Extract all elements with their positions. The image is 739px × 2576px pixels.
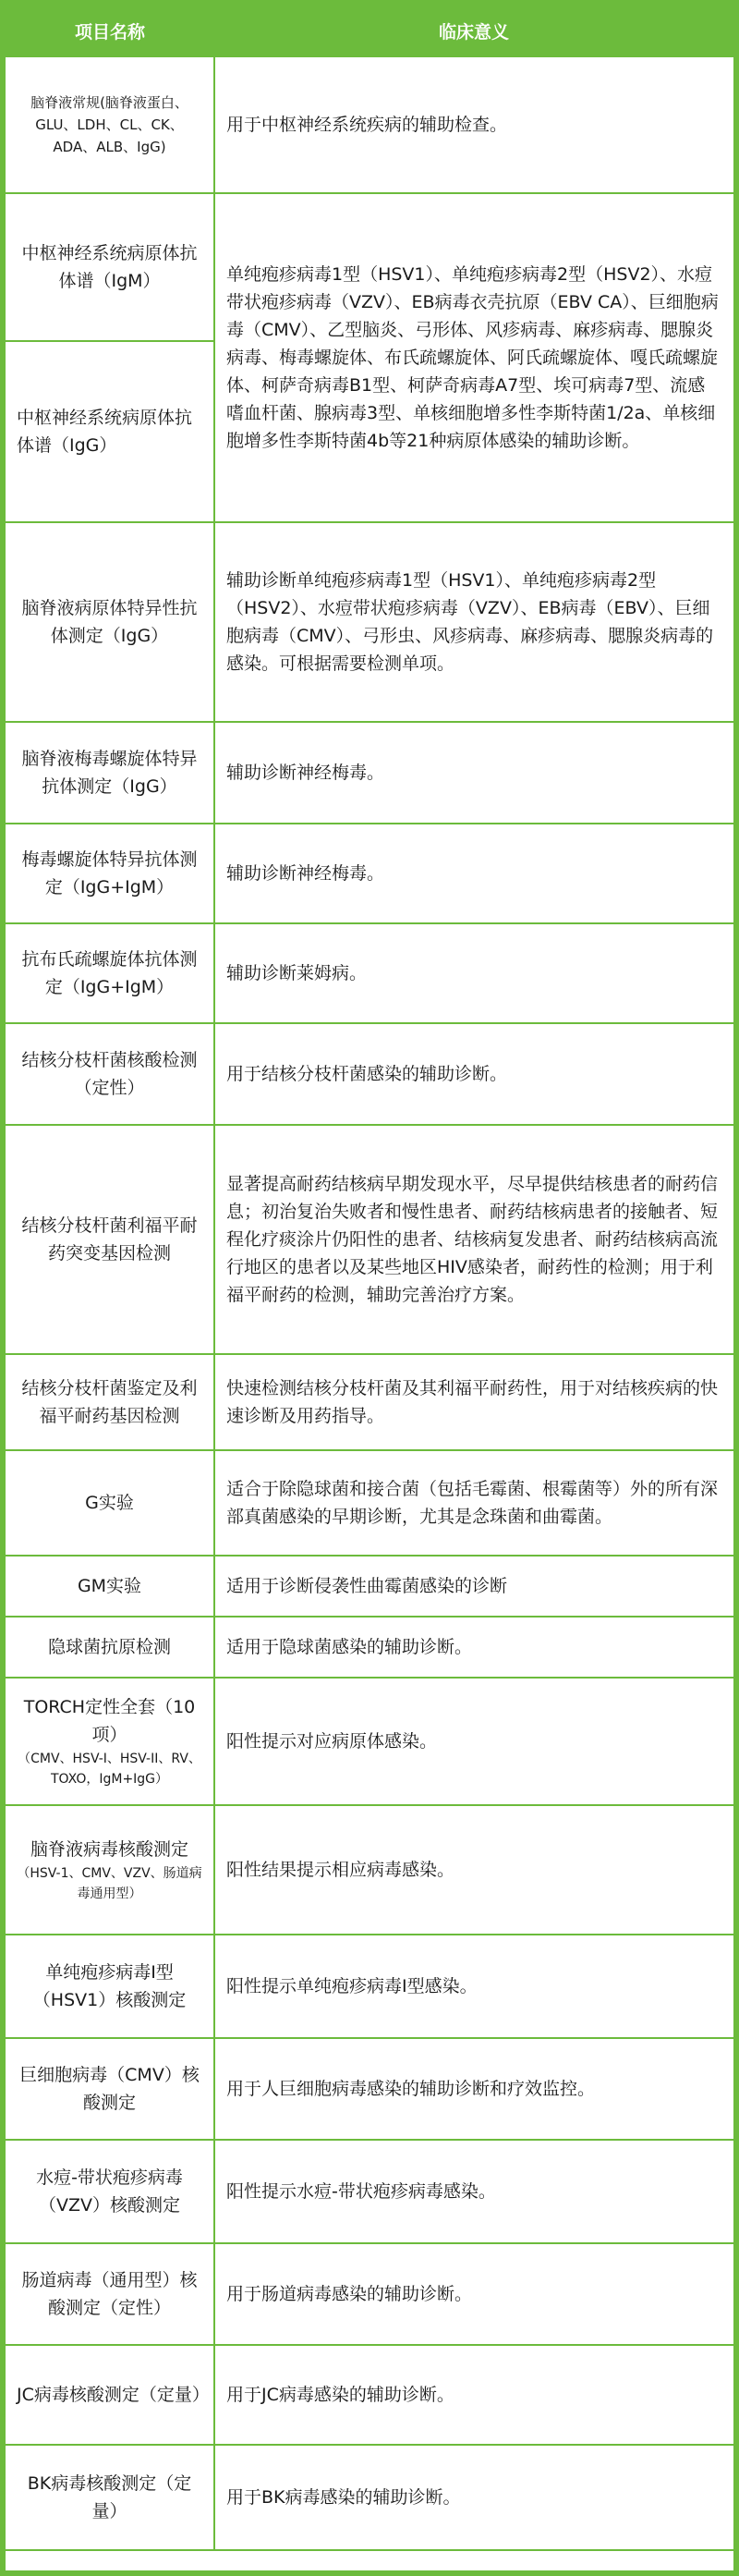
table-row (6, 1023, 733, 1125)
table-row (6, 1556, 733, 1617)
item-meaning: 辅助诊断神经梅毒。 (214, 824, 733, 923)
table-row (6, 1450, 733, 1556)
item-name: 结核分枝杆菌利福平耐药突变基因检测 (6, 1125, 214, 1354)
item-name: BK病毒核酸测定（定量） (6, 2445, 214, 2550)
item-meaning: 阳性提示水痘-带状疱疹病毒感染。 (214, 2140, 733, 2243)
item-meaning: 用于人巨细胞病毒感染的辅助诊断和疗效监控。 (214, 2038, 733, 2140)
clinical-table (6, 6, 733, 2551)
item-name-detail: （HSV-1、CMV、VZV、肠道病毒通用型） (17, 1866, 202, 1901)
table-row (6, 1678, 733, 1805)
table-row (6, 722, 733, 824)
table-row (6, 2038, 733, 2140)
item-meaning: 显著提高耐药结核病早期发现水平，尽早提供结核患者的耐药信息；初治复治失败者和慢性患者、耐药结核病患者的接触者、短程化疗痰涂片仍阳性的患者、结核病复发患者、耐药结核病高流行地区的患者以及某些地区HIV感染者，耐药性的检测；用于利福平耐药的检测，辅助完善治疗方案。 (214, 1125, 733, 1354)
item-meaning: 辅助诊断单纯疱疹病毒1型（HSV1）、单纯疱疹病毒2型（HSV2）、水痘带状疱疹病毒（VZV）、EB病毒（EBV）、巨细胞病毒（CMV）、弓形虫、风疹病毒、麻疹病毒、腮腺炎病毒的感染。可根据需要检测单项。 (214, 522, 733, 722)
item-name: G实验 (6, 1450, 214, 1556)
table-row (6, 2345, 733, 2445)
item-name: 脑脊液梅毒螺旋体特异抗体测定（IgG） (6, 722, 214, 824)
item-meaning: 阳性提示对应病原体感染。 (214, 1678, 733, 1805)
item-name: TORCH定性全套（10项） (23, 1697, 196, 1745)
table-row (6, 56, 733, 193)
item-name: 结核分枝杆菌鉴定及利福平耐药基因检测 (6, 1354, 214, 1450)
item-meaning: 适用于隐球菌感染的辅助诊断。 (214, 1617, 733, 1678)
item-meaning: 用于BK病毒感染的辅助诊断。 (214, 2445, 733, 2550)
item-meaning: 用于结核分枝杆菌感染的辅助诊断。 (214, 1023, 733, 1125)
table-header-row (6, 6, 733, 56)
item-name: 脑脊液病毒核酸测定 (30, 1839, 188, 1860)
item-name: 中枢神经系统病原体抗体谱（IgM） (6, 193, 214, 341)
table-row (6, 923, 733, 1023)
item-name: 脑脊液常规(脑脊液蛋白、GLU、LDH、CL、CK、ADA、ALB、IgG) (6, 56, 214, 193)
table-row (6, 193, 733, 341)
table-row (6, 1617, 733, 1678)
table-row (6, 1125, 733, 1354)
item-name-detail: （CMV、HSV-I、HSV-II、RV、TOXO，IgM+IgG） (18, 1752, 201, 1787)
table-row (6, 1354, 733, 1450)
table-row (6, 1935, 733, 2038)
item-meaning: 用于JC病毒感染的辅助诊断。 (214, 2345, 733, 2445)
item-meaning: 单纯疱疹病毒1型（HSV1）、单纯疱疹病毒2型（HSV2）、水痘带状疱疹病毒（VZV）、EB病毒衣壳抗原（EBV CA）、巨细胞病毒（CMV）、乙型脑炎、弓形体、风疹病毒、麻疹病毒、腮腺炎病毒、梅毒螺旋体、布氏疏螺旋体、阿氏疏螺旋体、嘎氏疏螺旋体、柯萨奇病毒B1型、柯萨奇病毒A7型、埃可病毒7型、流感嗜血杆菌、腺病毒3型、单核细胞增多性李斯特菌1/2a、单核细胞增多性李斯特菌4b等21种病原体感染的辅助诊断。 (214, 193, 733, 522)
item-name: 肠道病毒（通用型）核酸测定（定性） (6, 2243, 214, 2345)
item-name: 隐球菌抗原检测 (6, 1617, 214, 1678)
item-name-cell (6, 1678, 214, 1805)
item-meaning: 快速检测结核分枝杆菌及其利福平耐药性，用于对结核疾病的快速诊断及用药指导。 (214, 1354, 733, 1450)
item-name: 巨细胞病毒（CMV）核酸测定 (6, 2038, 214, 2140)
item-meaning: 阳性提示单纯疱疹病毒I型感染。 (214, 1935, 733, 2038)
item-name-cell (6, 1805, 214, 1935)
item-name: GM实验 (6, 1556, 214, 1617)
table-row (6, 2445, 733, 2550)
column-header-meaning: 临床意义 (214, 6, 733, 56)
item-name: 中枢神经系统病原体抗体谱（IgG） (6, 341, 214, 522)
item-name: JC病毒核酸测定（定量） (6, 2345, 214, 2445)
item-meaning: 适合于除隐球菌和接合菌（包括毛霉菌、根霉菌等）外的所有深部真菌感染的早期诊断，尤其是念珠菌和曲霉菌。 (214, 1450, 733, 1556)
table-row (6, 2140, 733, 2243)
column-header-name: 项目名称 (6, 6, 214, 56)
item-meaning: 阳性结果提示相应病毒感染。 (214, 1805, 733, 1935)
item-meaning: 辅助诊断神经梅毒。 (214, 722, 733, 824)
table-row (6, 2243, 733, 2345)
table-row (6, 824, 733, 923)
item-name: 结核分枝杆菌核酸检测（定性） (6, 1023, 214, 1125)
item-meaning: 辅助诊断莱姆病。 (214, 923, 733, 1023)
table-row (6, 1805, 733, 1935)
item-meaning: 用于中枢神经系统疾病的辅助检查。 (214, 56, 733, 193)
item-name: 单纯疱疹病毒I型（HSV1）核酸测定 (6, 1935, 214, 2038)
item-name: 脑脊液病原体特异性抗体测定（IgG） (6, 522, 214, 722)
item-name: 水痘-带状疱疹病毒（VZV）核酸测定 (6, 2140, 214, 2243)
item-name: 抗布氏疏螺旋体抗体测定（IgG+IgM） (6, 923, 214, 1023)
item-meaning: 适用于诊断侵袭性曲霉菌感染的诊断 (214, 1556, 733, 1617)
item-name: 梅毒螺旋体特异抗体测定（IgG+IgM） (6, 824, 214, 923)
table-row (6, 522, 733, 722)
item-meaning: 用于肠道病毒感染的辅助诊断。 (214, 2243, 733, 2345)
